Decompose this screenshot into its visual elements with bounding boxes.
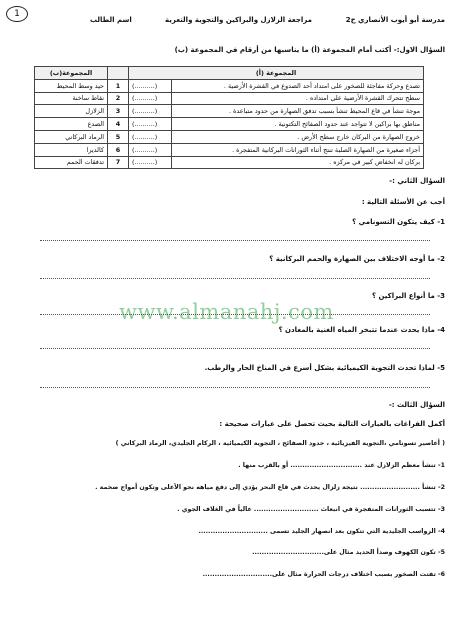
answer-blank[interactable]: (..........): [129, 156, 172, 169]
answer-line[interactable]: [40, 278, 430, 279]
matching-row: [35, 118, 424, 131]
fill-item-3: 3- تتسبب الثورانات المتفجرة في انبعاث ........................... عالياً في الغلاف الجوي .: [177, 506, 445, 513]
fill-item-2: 2- تنشأ ......................... نتيجة زلزال يحدث في قاع البحر يؤدي إلى دفع مياهه نحو الأعلى وتكون أمواج ضخمة .: [95, 484, 445, 491]
word-bank: ( أعاصير تسونامي ،التجوية الفيزيائية ، حدود الصفائح ، التجوية الكيميائية ، الركام الجليدي، الرماد البركاني ): [115, 440, 445, 447]
item-number: 4: [108, 118, 129, 131]
group-b-answer: نقاط ساخنة: [35, 92, 108, 105]
watermark: www.almanahj.com: [119, 300, 334, 324]
answer-line[interactable]: [40, 387, 430, 388]
matching-row: [35, 92, 424, 105]
matching-row: [35, 130, 424, 143]
group-b-answer: الزلازل: [35, 105, 108, 118]
fill-item-1: 1- تنشأ معظم الزلازل عند .............................. أو بالقرب منها .: [238, 462, 445, 469]
statement-cell: مناطق بها براكين لا تتواجد عند حدود الصفائح التكتونية .: [172, 118, 424, 131]
q2-instruction: أجب عن الأسئلة التالية :: [361, 198, 445, 206]
matching-row: [35, 143, 424, 156]
matching-header-row: [35, 67, 424, 80]
item-number: 7: [108, 156, 129, 169]
q1-heading: السؤال الاول:- أكتب أمام المجموعة (أ) ما يناسبها من أرقام في المجموعة (ب): [174, 46, 445, 54]
item-number: 3: [108, 105, 129, 118]
statement-cell: موجة تنشأ في قاع المحيط تنشأ بسبب تدفق الصهارة من حدود متباعدة .: [172, 105, 424, 118]
col-b-header: المجموعة(ب): [35, 67, 108, 80]
q3-instruction: أكمل الفراغات بالعبارات التالية بحيث تحصل على عبارات صحيحة :: [219, 420, 445, 428]
matching-row: [35, 79, 424, 92]
fill-item-5: 5- تكون الكهوف وصدأ الحديد مثال على..............................: [252, 549, 445, 556]
page-number: 1: [6, 6, 28, 22]
q2-heading: السؤال الثاني :-: [389, 177, 445, 185]
matching-row: [35, 105, 424, 118]
q2-question-3: 3- ما أنواع البراكين ؟: [371, 292, 445, 300]
answer-line[interactable]: [40, 240, 430, 241]
statement-cell: أجزاء صغيرة من الصهارة الصلبة تنتج أثناء الثورانات البركانية المتفجرة .: [172, 143, 424, 156]
statement-cell: سطح تتحرك القشرة الأرضية على امتداده .: [172, 92, 424, 105]
matching-table: [34, 66, 424, 169]
group-b-answer: تدفقات الحمم: [35, 156, 108, 169]
q3-heading: السؤال الثالث :-: [388, 401, 445, 409]
fill-item-4: 4- الرواسب الجليدية التي تتكون بعد انصهار الجليد تسمى .............................: [198, 528, 445, 535]
group-b-answer: الصدع: [35, 118, 108, 131]
answer-blank[interactable]: (..........): [129, 130, 172, 143]
fill-item-6: 6- تفتت الصخور بسبب اختلاف درجات الحرارة مثال على.............................: [202, 571, 445, 578]
statement-cell: تصدع وحركة مفاجئة للصخور على امتداد أحد الصدوع في القشرة الأرضية .: [172, 79, 424, 92]
q2-question-2: 2- ما أوجه الاختلاف بين الصهارة والحمم البركانية ؟: [269, 255, 445, 263]
group-b-answer: الرماد البركاني: [35, 130, 108, 143]
statement-cell: بركان له انخفاض كبير في مركزه .: [172, 156, 424, 169]
item-number: 5: [108, 130, 129, 143]
answer-blank[interactable]: (..........): [129, 105, 172, 118]
q2-question-5: 5- لماذا تحدث التجوية الكيميائية بشكل أسرع في المناخ الحار والرطب.: [204, 364, 445, 372]
answer-blank[interactable]: (..........): [129, 118, 172, 131]
answer-line[interactable]: [40, 348, 430, 349]
col-num-header: [108, 67, 129, 80]
q2-question-1: 1- كيف يتكون التسونامي ؟: [352, 218, 445, 226]
student-name-label: اسم الطالب: [90, 16, 132, 24]
group-b-answer: كالديرا: [35, 143, 108, 156]
col-a-header: المجموعة (أ): [129, 67, 424, 80]
matching-row: [35, 156, 424, 169]
answer-blank[interactable]: (..........): [129, 92, 172, 105]
group-b-answer: حيد وسط المحيط: [35, 79, 108, 92]
page-title: مراجعة الزلازل والبراكين والتجوية والتعرية: [165, 16, 312, 24]
answer-blank[interactable]: (..........): [129, 143, 172, 156]
answer-line[interactable]: [40, 314, 430, 315]
answer-blank[interactable]: (..........): [129, 79, 172, 92]
statement-cell: خروج الصهارة من البركان خارج سطح الأرض .: [172, 130, 424, 143]
item-number: 1: [108, 79, 129, 92]
item-number: 6: [108, 143, 129, 156]
item-number: 2: [108, 92, 129, 105]
q2-question-4: 4- ماذا يحدث عندما تتبخر المياه الغنية بالمعادن ؟: [278, 326, 445, 334]
school-name: مدرسة أبو أيوب الأنصاري ح2: [345, 16, 445, 24]
